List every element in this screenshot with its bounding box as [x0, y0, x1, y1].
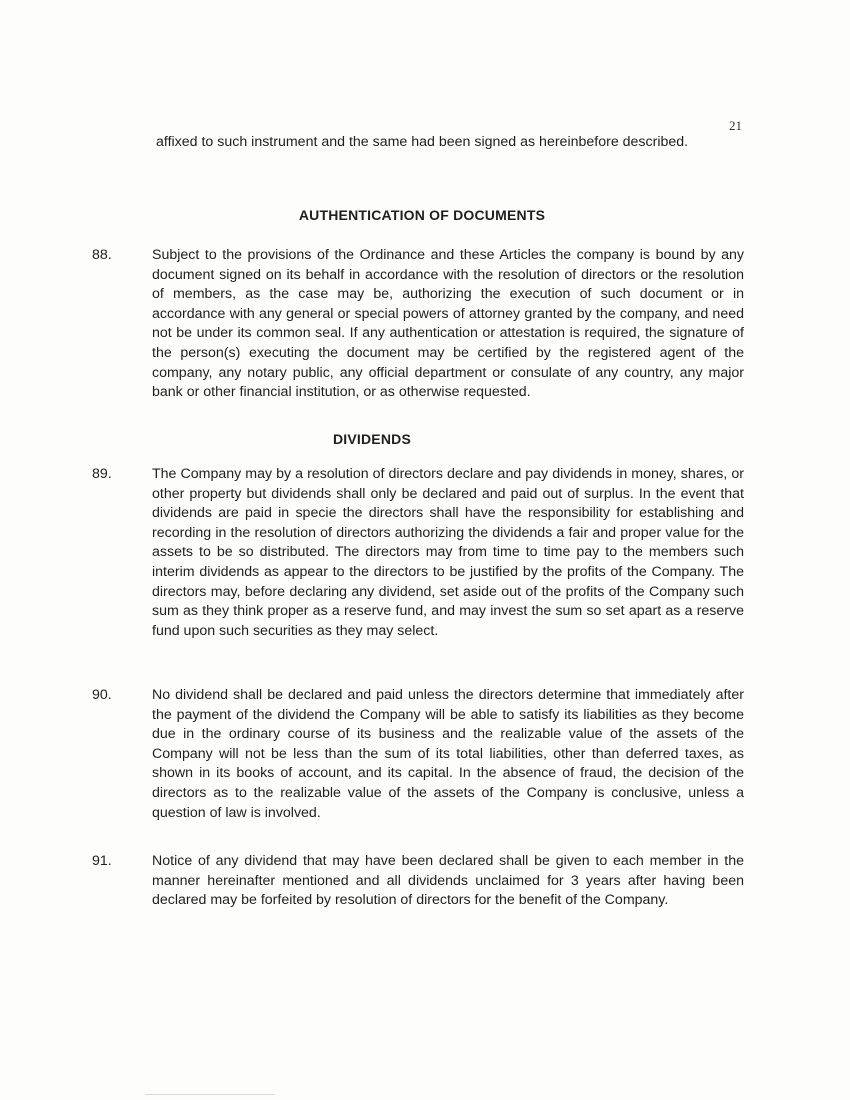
article-number: 91. — [92, 853, 112, 869]
section-heading-authentication: AUTHENTICATION OF DOCUMENTS — [298, 207, 546, 223]
section-heading-dividends: DIVIDENDS — [332, 431, 412, 447]
continuation-paragraph: affixed to such instrument and the same had been signed as hereinbefore described. — [156, 134, 689, 150]
page-number: 21 — [729, 118, 742, 133]
article-number: 89. — [92, 466, 112, 482]
article-number: 90. — [92, 687, 112, 703]
article-text: The Company may by a resolution of directors declare and pay dividends in money, shares, or other property but dividends shall only be declared and paid out of surplus. In the event that dividends are paid in specie the directors shall have the responsibility for establishing and recording in the resolution of directors authorizing the dividends a fair and proper value for the assets to be so distributed. The directors may from time to time pay to the members such interim dividends as appear to the directors to be justified by the profits of the Company. The directors may, before declaring any dividend, set aside out of the profits of the Company such sum as they think proper as a reserve fund, and may invest the sum so set apart as a reserve fund upon such securities as they may select. — [152, 466, 744, 639]
article-text: Subject to the provisions of the Ordinance and these Articles the company is bound by any document signed on its behalf in accordance with the resolution of directors or the resolution of members, as the case may be, authorizing the execution of such document or in accordance with any general or special powers of attorney granted by the company, and need not be under its common seal. If any authentication or attestation is required, the signature of the person(s) executing the document may be certified by the registered agent of the company, any notary public, any official department or consulate of any country, any major bank or other financial institution, or as otherwise requested. — [152, 247, 744, 401]
article-text: No dividend shall be declared and paid unless the directors determine that immediately after the payment of the dividend the Company will be able to satisfy its liabilities as they become due in the ordinary course of its business and the realizable value of the assets of the Company will not be less than the sum of its total liabilities, other than deferred taxes, as shown in its books of account, and its capital. In the absence of fraud, the decision of the directors as to the realizable value of the assets of the Company is conclusive, unless a question of law is involved. — [152, 687, 744, 821]
scan-artifact-line — [145, 1094, 275, 1095]
article-text: Notice of any dividend that may have been declared shall be given to each member in the manner hereinafter mentioned and all dividends unclaimed for 3 years after having been declared may be forfeited by resolution of directors for the benefit of the Company. — [152, 853, 744, 909]
article-number: 88. — [92, 247, 112, 263]
